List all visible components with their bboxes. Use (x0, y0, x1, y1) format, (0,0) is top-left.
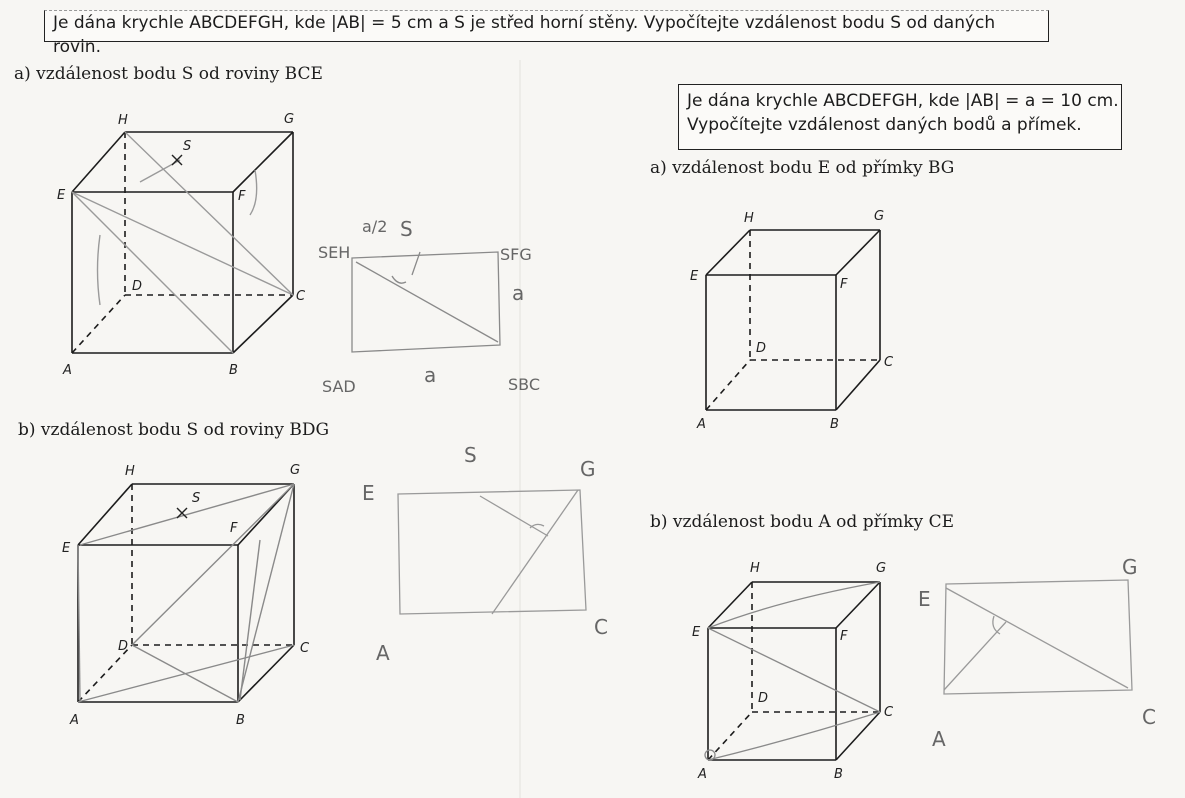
sketch-2 (398, 490, 586, 614)
cube-1 (72, 132, 293, 353)
cube-1-label-g: G (284, 112, 295, 127)
cube-4-label-h: H (750, 561, 760, 576)
cube-1-label-h: H (118, 113, 128, 128)
sketch-1-label-seh: SEH (318, 243, 351, 262)
cube-1-label-b: B (229, 363, 238, 378)
cube-3-label-b: B (830, 417, 839, 432)
cube-1-label-c: C (296, 289, 306, 304)
cube-1-point-s (172, 155, 182, 165)
problem-1-prompt: Je dána krychle ABCDEFGH, kde |AB| = 5 cm a S je střed horní stěny. Vypočítejte vzdálenost bodu S od daných rovin. (44, 10, 1049, 42)
cube-2-label-f: F (230, 521, 238, 536)
cube-2-label-c: C (300, 641, 310, 656)
cube-4-label-e: E (692, 625, 701, 640)
cube-4-label-g: G (876, 561, 887, 576)
cube-3-label-c: C (884, 355, 894, 370)
cube-2-label-s: S (192, 491, 201, 506)
cube-3-label-d: D (756, 341, 767, 356)
problem-2-prompt-line-2: Vypočítejte vzdálenost daných bodů a přímek. (687, 115, 1082, 135)
cube-3-label-g: G (874, 209, 885, 224)
cube-3-label-f: F (840, 277, 848, 292)
problem-2-prompt-line-1: Je dána krychle ABCDEFGH, kde |AB| = a = 10 cm. (687, 91, 1119, 111)
sketch-2-label-s: S (464, 443, 477, 467)
sketch-3-label-e: E (918, 587, 931, 611)
cube-4-label-f: F (840, 629, 848, 644)
cube-2-label-d: D (118, 639, 129, 654)
cube-2-label-a: A (70, 713, 79, 728)
sketch-3-label-c: C (1142, 705, 1156, 729)
cube-4-label-c: C (884, 705, 894, 720)
sketch-1-label-sbc: SBC (508, 375, 541, 394)
cube-1-label-d: D (132, 279, 143, 294)
cube-1-label-f: F (238, 189, 246, 204)
sketch-1-label-half: a/2 (362, 217, 388, 236)
problem-2-task-b: b) vzdálenost bodu A od přímky CE (650, 512, 954, 532)
sketch-1-label-sfg: SFG (500, 245, 532, 264)
cube-1-label-e: E (57, 188, 66, 203)
sketch-2-label-c: C (594, 615, 608, 639)
sketch-1-label-sad: SAD (322, 377, 356, 396)
problem-1-task-a: a) vzdálenost bodu S od roviny BCE (14, 64, 323, 84)
sketch-3 (944, 580, 1132, 694)
cube-4 (708, 582, 880, 760)
sketch-3-label-g: G (1122, 555, 1138, 579)
cube-4-label-d: D (758, 691, 769, 706)
cube-3-label-a: A (697, 417, 706, 432)
problem-2-task-a: a) vzdálenost bodu E od přímky BG (650, 158, 955, 178)
cube-3-label-e: E (690, 269, 699, 284)
sketch-2-label-a: A (376, 641, 390, 665)
cube-3-label-h: H (744, 211, 754, 226)
sketch-1-label-s: S (400, 217, 413, 241)
sketch-1-label-a-bottom: a (424, 363, 437, 387)
cube-2-label-h: H (125, 464, 135, 479)
cube-2-label-e: E (62, 541, 71, 556)
sketch-2-label-e: E (362, 481, 375, 505)
sketch-2-label-g: G (580, 457, 596, 481)
problem-1-task-b: b) vzdálenost bodu S od roviny BDG (18, 420, 330, 440)
cube-4-label-b: B (834, 767, 843, 782)
sketch-3-label-a: A (932, 727, 946, 751)
cube-1-label-s: S (183, 139, 192, 154)
cube-2-label-g: G (290, 463, 301, 478)
cube-1-label-a: A (63, 363, 72, 378)
sketch-1-label-a-right: a (512, 281, 525, 305)
sketch-1 (352, 252, 500, 352)
cube-3 (706, 230, 880, 410)
cube-2-label-b: B (236, 713, 245, 728)
cube-4-label-a: A (698, 767, 707, 782)
